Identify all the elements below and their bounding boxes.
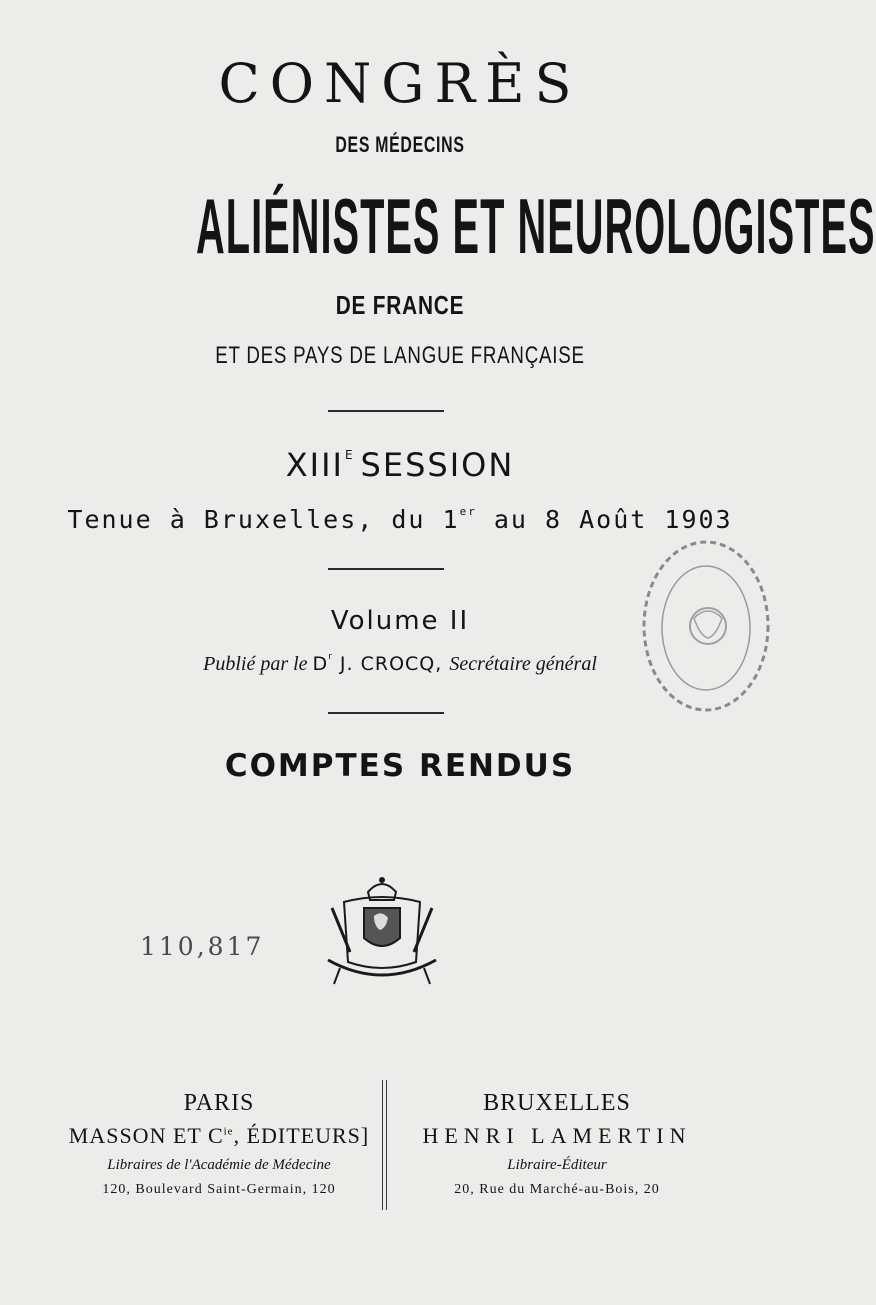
- publisher-bruxelles: [397, 1090, 717, 1198]
- divider-1: [328, 410, 444, 412]
- publisher-bruxelles-city: BRUXELLES: [483, 1090, 631, 1116]
- column-divider-left: [382, 1080, 383, 1210]
- publisher-bruxelles-desc: Libraire-Éditeur: [507, 1157, 607, 1173]
- publisher-paris-name: [59, 1123, 379, 1149]
- section-title: COMPTES RENDUS: [224, 748, 576, 784]
- title-de-france: DE FRANCE: [335, 290, 465, 320]
- doctor-abbrev: [313, 653, 450, 675]
- session-held-sup: er: [459, 505, 477, 518]
- volume-label: Volume II: [330, 606, 470, 636]
- publisher-bruxelles-name: HENRI LAMERTIN: [422, 1123, 692, 1148]
- editor-name: J. CROCQ,: [332, 653, 450, 675]
- coat-of-arms-icon: [322, 872, 442, 990]
- doctor-letter: D: [312, 653, 329, 675]
- session-number: XIII: [285, 446, 344, 484]
- column-divider-right: [386, 1080, 387, 1210]
- divider-2: [328, 568, 444, 570]
- publisher-paris-name-sup: ie: [223, 1125, 234, 1138]
- session-label: SESSION: [360, 446, 515, 484]
- session-dates: [0, 505, 800, 534]
- publisher-paris: [59, 1090, 379, 1198]
- doctor-sup: r: [328, 652, 333, 662]
- published-prefix: Publié par le: [203, 653, 313, 675]
- session-held-suffix: au 8 Août 1903: [476, 505, 733, 534]
- publisher-paris-city: PARIS: [183, 1090, 255, 1116]
- title-alienistes-neurologistes: ALIÉNISTES ET NEUROLOGISTES: [196, 182, 876, 270]
- title-des-medecins: DES MÉDECINS: [335, 132, 465, 157]
- title-pays-langue-francaise: ET DES PAYS DE LANGUE FRANÇAISE: [215, 342, 585, 369]
- session-number-sup: E: [344, 448, 355, 462]
- publisher-paris-name-suffix: , ÉDITEURS]: [233, 1123, 370, 1148]
- title-congres: CONGRÈS: [218, 52, 582, 115]
- publisher-paris-address: 120, Boulevard Saint-Germain, 120: [102, 1182, 336, 1197]
- publisher-paris-name-main: MASSON ET C: [68, 1123, 224, 1148]
- shelfmark: 110,817: [140, 932, 265, 961]
- session-held-prefix: Tenue à Bruxelles, du 1: [67, 505, 460, 534]
- editor-role: Secrétaire général: [449, 653, 597, 675]
- publisher-bruxelles-address: 20, Rue du Marché-au-Bois, 20: [454, 1182, 660, 1197]
- divider-3: [328, 712, 444, 714]
- session-heading: [0, 446, 800, 484]
- library-stamp-icon: [634, 536, 774, 716]
- publisher-paris-desc: Libraires de l'Académie de Médecine: [107, 1157, 331, 1173]
